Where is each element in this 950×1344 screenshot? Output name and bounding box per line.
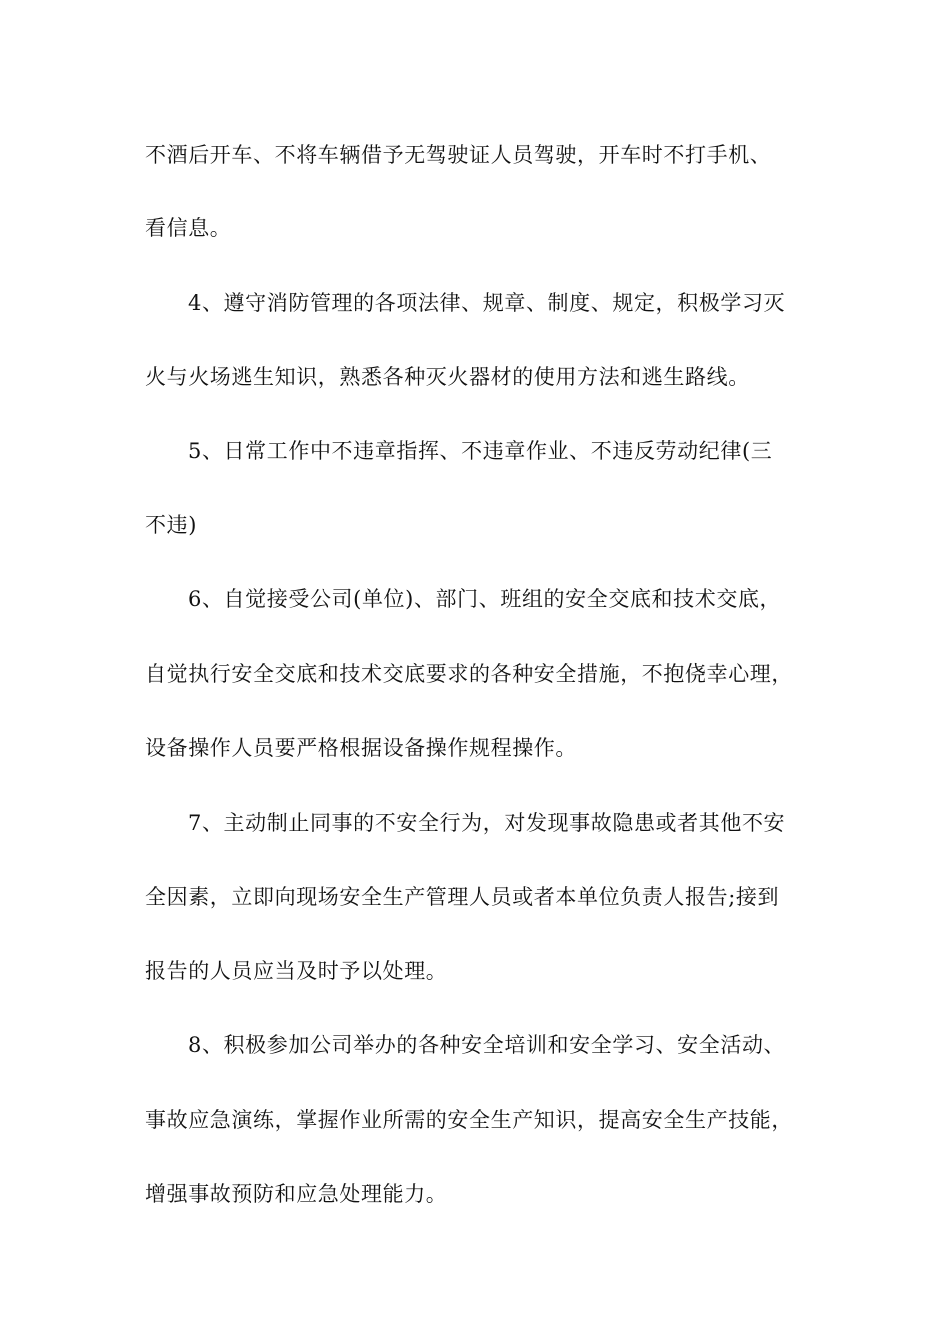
paragraph-7-line: 7、主动制止同事的不安全行为，对发现事故隐患或者其他不安 [188, 811, 786, 835]
text-line: 不违) [145, 513, 197, 537]
text-line: 自觉执行安全交底和技术交底要求的各种安全措施，不抱侥幸心理， [145, 662, 793, 686]
paragraph-8-line: 8、积极参加公司举办的各种安全培训和安全学习、安全活动、 [188, 1033, 786, 1057]
text-line: 看信息。 [145, 216, 232, 240]
text-line: 设备操作人员要严格根据设备操作规程操作。 [145, 736, 577, 760]
text-line: 不酒后开车、不将车辆借予无驾驶证人员驾驶，开车时不打手机、 [145, 143, 772, 167]
paragraph-6-line: 6、自觉接受公司(单位)、部门、班组的安全交底和技术交底， [188, 587, 782, 611]
text-line: 报告的人员应当及时予以处理。 [145, 959, 448, 983]
text-line: 增强事故预防和应急处理能力。 [145, 1182, 448, 1206]
paragraph-5-line: 5、日常工作中不违章指挥、不违章作业、不违反劳动纪律(三 [188, 439, 773, 463]
paragraph-4-line: 4、遵守消防管理的各项法律、规章、制度、规定，积极学习灭 [188, 291, 786, 315]
text-line: 火与火场逃生知识，熟悉各种灭火器材的使用方法和逃生路线。 [145, 365, 750, 389]
text-line: 全因素，立即向现场安全生产管理人员或者本单位负责人报告;接到 [145, 885, 780, 909]
text-line: 事故应急演练，掌握作业所需的安全生产知识，提高安全生产技能， [145, 1108, 793, 1132]
